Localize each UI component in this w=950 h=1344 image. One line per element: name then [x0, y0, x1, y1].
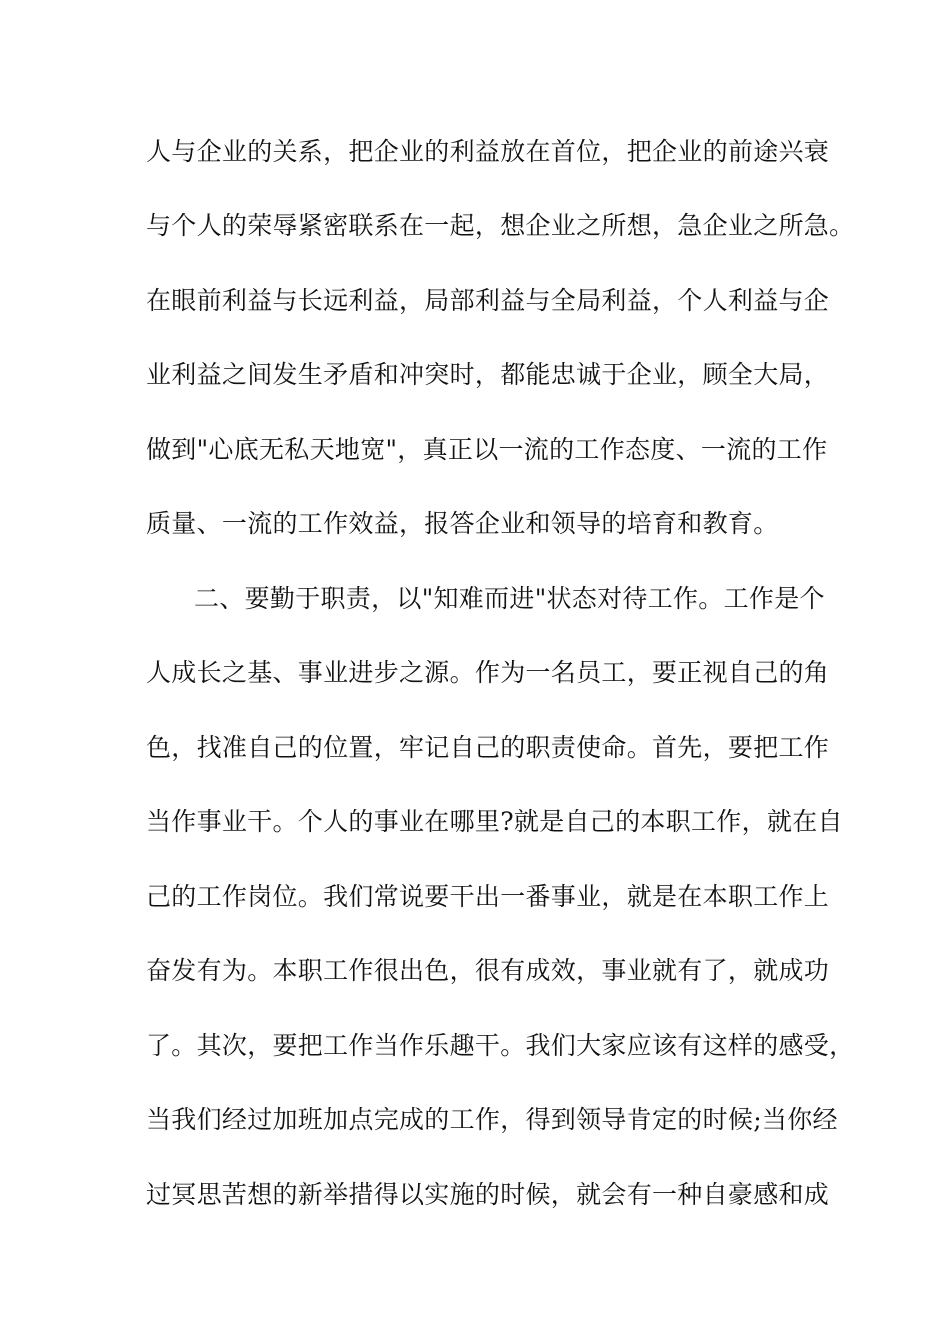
text-line: 当作事业干。个人的事业在哪里?就是自己的本职工作，就在自	[146, 807, 843, 836]
text-line: 当我们经过加班加点完成的工作，得到领导肯定的时候;当你经	[146, 1105, 838, 1134]
text-line: 了。其次，要把工作当作乐趣干。我们大家应该有这样的感受，	[146, 1031, 855, 1060]
text-line: 色，找准自己的位置，牢记自己的职责使命。首先，要把工作	[146, 733, 830, 762]
text-line: 质量、一流的工作效益，报答企业和领导的培育和教育。	[146, 509, 779, 538]
text-line: 己的工作岗位。我们常说要干出一番事业，就是在本职工作上	[146, 882, 830, 911]
text-line: 业利益之间发生矛盾和冲突时，都能忠诚于企业，顾全大局，	[146, 360, 830, 389]
text-line: 与个人的荣辱紧密联系在一起，想企业之所想，急企业之所急。	[146, 211, 855, 240]
paragraph-start-line: 二、要勤于职责，以"知难而进"状态对待工作。工作是个	[194, 584, 825, 613]
text-line: 过冥思苦想的新举措得以实施的时候，就会有一种自豪感和成	[146, 1180, 830, 1209]
text-line: 奋发有为。本职工作很出色，很有成效，事业就有了，就成功	[146, 956, 830, 985]
text-line: 在眼前利益与长远利益，局部利益与全局利益，个人利益与企	[146, 286, 830, 315]
text-line: 人成长之基、事业进步之源。作为一名员工，要正视自己的角	[146, 658, 830, 687]
text-line: 人与企业的关系，把企业的利益放在首位，把企业的前途兴衰	[146, 137, 830, 166]
text-line: 做到"心底无私天地宽"，真正以一流的工作态度、一流的工作	[146, 435, 828, 464]
